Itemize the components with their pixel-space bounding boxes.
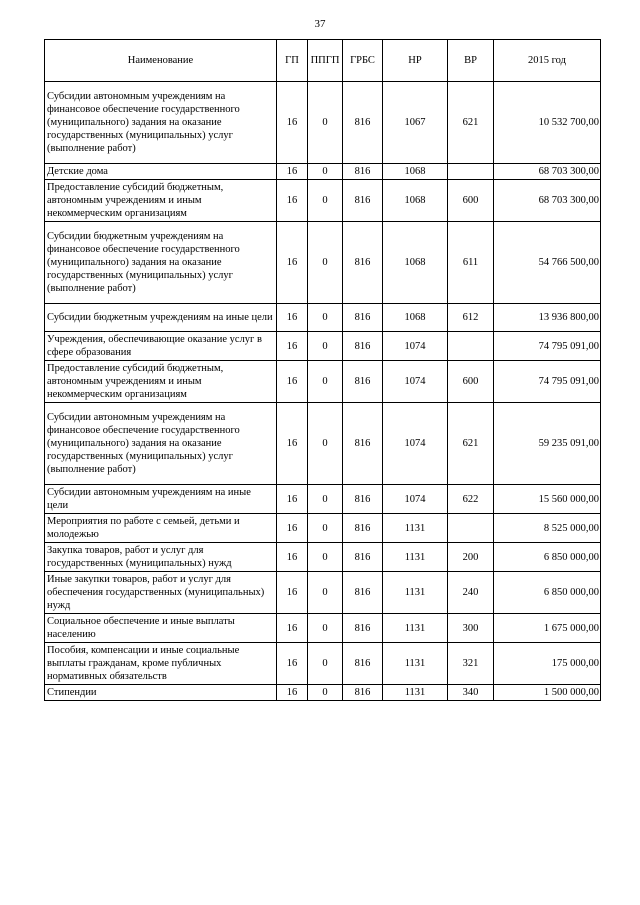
row-nr: 1131 <box>383 685 448 701</box>
budget-table <box>44 39 601 701</box>
header-nr: НР <box>383 40 448 82</box>
row-nr: 1068 <box>383 180 448 222</box>
row-name: Учреждения, обеспечивающие оказание услуг в сфере образования <box>45 332 277 361</box>
header-grbs: ГРБС <box>343 40 383 82</box>
row-name: Детские дома <box>45 164 277 180</box>
table-row <box>45 685 601 701</box>
row-name: Субсидии бюджетным учреждениям на финансовое обеспечение государственного (муниципального) задания на оказание государственных (муниципальных) услуг (выполнение работ) <box>45 222 277 304</box>
row-vr: 600 <box>448 361 494 403</box>
row-ppgp: 0 <box>308 361 343 403</box>
table-row <box>45 222 601 304</box>
row-grbs: 816 <box>343 164 383 180</box>
row-vr: 300 <box>448 614 494 643</box>
table-row <box>45 180 601 222</box>
row-grbs: 816 <box>343 304 383 332</box>
row-grbs: 816 <box>343 543 383 572</box>
row-gp: 16 <box>277 82 308 164</box>
row-grbs: 816 <box>343 332 383 361</box>
table-row <box>45 572 601 614</box>
row-grbs: 816 <box>343 685 383 701</box>
row-ppgp: 0 <box>308 543 343 572</box>
table-row <box>45 164 601 180</box>
row-nr: 1067 <box>383 82 448 164</box>
row-vr: 612 <box>448 304 494 332</box>
row-gp: 16 <box>277 304 308 332</box>
row-grbs: 816 <box>343 403 383 485</box>
table-row <box>45 403 601 485</box>
row-grbs: 816 <box>343 643 383 685</box>
row-amount: 10 532 700,00 <box>494 82 601 164</box>
row-amount: 15 560 000,00 <box>494 485 601 514</box>
row-ppgp: 0 <box>308 304 343 332</box>
row-gp: 16 <box>277 332 308 361</box>
row-ppgp: 0 <box>308 222 343 304</box>
header-vr: ВР <box>448 40 494 82</box>
table-row <box>45 361 601 403</box>
header-year: 2015 год <box>494 40 601 82</box>
row-nr: 1074 <box>383 332 448 361</box>
row-ppgp: 0 <box>308 82 343 164</box>
table-header-row <box>45 40 601 82</box>
row-gp: 16 <box>277 685 308 701</box>
row-gp: 16 <box>277 543 308 572</box>
header-gp: ГП <box>277 40 308 82</box>
table-row <box>45 82 601 164</box>
row-vr: 622 <box>448 485 494 514</box>
row-gp: 16 <box>277 485 308 514</box>
row-vr: 340 <box>448 685 494 701</box>
table-row <box>45 614 601 643</box>
row-grbs: 816 <box>343 82 383 164</box>
row-nr: 1068 <box>383 164 448 180</box>
row-amount: 6 850 000,00 <box>494 543 601 572</box>
table-body <box>45 82 601 701</box>
row-amount: 54 766 500,00 <box>494 222 601 304</box>
row-name: Социальное обеспечение и иные выплаты населению <box>45 614 277 643</box>
row-grbs: 816 <box>343 485 383 514</box>
row-amount: 13 936 800,00 <box>494 304 601 332</box>
row-nr: 1131 <box>383 514 448 543</box>
row-amount: 74 795 091,00 <box>494 332 601 361</box>
row-vr <box>448 514 494 543</box>
row-ppgp: 0 <box>308 572 343 614</box>
row-gp: 16 <box>277 572 308 614</box>
row-vr <box>448 332 494 361</box>
row-name: Стипендии <box>45 685 277 701</box>
row-nr: 1131 <box>383 543 448 572</box>
row-amount: 1 500 000,00 <box>494 685 601 701</box>
row-ppgp: 0 <box>308 485 343 514</box>
row-nr: 1074 <box>383 485 448 514</box>
table-row <box>45 543 601 572</box>
row-name: Предоставление субсидий бюджетным, автономным учреждениям и иным некоммерческим организациям <box>45 180 277 222</box>
row-amount: 68 703 300,00 <box>494 180 601 222</box>
row-name: Субсидии автономным учреждениям на иные цели <box>45 485 277 514</box>
row-nr: 1074 <box>383 361 448 403</box>
row-nr: 1131 <box>383 643 448 685</box>
row-gp: 16 <box>277 361 308 403</box>
row-ppgp: 0 <box>308 514 343 543</box>
row-grbs: 816 <box>343 222 383 304</box>
table-row <box>45 332 601 361</box>
row-gp: 16 <box>277 164 308 180</box>
row-nr: 1074 <box>383 403 448 485</box>
row-name: Пособия, компенсации и иные социальные выплаты гражданам, кроме публичных нормативных обязательств <box>45 643 277 685</box>
row-grbs: 816 <box>343 361 383 403</box>
row-nr: 1068 <box>383 222 448 304</box>
row-ppgp: 0 <box>308 403 343 485</box>
row-name: Мероприятия по работе с семьей, детьми и молодежью <box>45 514 277 543</box>
row-name: Субсидии автономным учреждениям на финансовое обеспечение государственного (муниципального) задания на оказание государственных (муниципальных) услуг (выполнение работ) <box>45 82 277 164</box>
row-vr: 621 <box>448 403 494 485</box>
row-amount: 74 795 091,00 <box>494 361 601 403</box>
header-ppgp: ППГП <box>308 40 343 82</box>
table-row <box>45 514 601 543</box>
row-vr <box>448 164 494 180</box>
row-vr: 600 <box>448 180 494 222</box>
row-ppgp: 0 <box>308 164 343 180</box>
row-gp: 16 <box>277 643 308 685</box>
table-row <box>45 304 601 332</box>
row-ppgp: 0 <box>308 643 343 685</box>
table-row <box>45 485 601 514</box>
row-name: Субсидии бюджетным учреждениям на иные цели <box>45 304 277 332</box>
row-nr: 1131 <box>383 572 448 614</box>
row-grbs: 816 <box>343 180 383 222</box>
header-name: Наименование <box>45 40 277 82</box>
row-ppgp: 0 <box>308 332 343 361</box>
row-vr: 200 <box>448 543 494 572</box>
row-ppgp: 0 <box>308 614 343 643</box>
row-vr: 611 <box>448 222 494 304</box>
page-number: 37 <box>314 18 326 30</box>
row-amount: 6 850 000,00 <box>494 572 601 614</box>
row-ppgp: 0 <box>308 685 343 701</box>
row-nr: 1068 <box>383 304 448 332</box>
row-amount: 59 235 091,00 <box>494 403 601 485</box>
row-amount: 68 703 300,00 <box>494 164 601 180</box>
row-vr: 321 <box>448 643 494 685</box>
row-name: Предоставление субсидий бюджетным, автономным учреждениям и иным некоммерческим организациям <box>45 361 277 403</box>
row-amount: 1 675 000,00 <box>494 614 601 643</box>
row-name: Закупка товаров, работ и услуг для государственных (муниципальных) нужд <box>45 543 277 572</box>
row-grbs: 816 <box>343 614 383 643</box>
row-grbs: 816 <box>343 514 383 543</box>
row-gp: 16 <box>277 514 308 543</box>
row-vr: 621 <box>448 82 494 164</box>
row-gp: 16 <box>277 614 308 643</box>
row-amount: 175 000,00 <box>494 643 601 685</box>
row-amount: 8 525 000,00 <box>494 514 601 543</box>
row-name: Иные закупки товаров, работ и услуг для обеспечения государственных (муниципальных) нужд <box>45 572 277 614</box>
row-nr: 1131 <box>383 614 448 643</box>
row-vr: 240 <box>448 572 494 614</box>
row-ppgp: 0 <box>308 180 343 222</box>
row-name: Субсидии автономным учреждениям на финансовое обеспечение государственного (муниципального) задания на оказание государственных (муниципальных) услуг (выполнение работ) <box>45 403 277 485</box>
table-row <box>45 643 601 685</box>
row-gp: 16 <box>277 403 308 485</box>
row-gp: 16 <box>277 222 308 304</box>
row-grbs: 816 <box>343 572 383 614</box>
row-gp: 16 <box>277 180 308 222</box>
